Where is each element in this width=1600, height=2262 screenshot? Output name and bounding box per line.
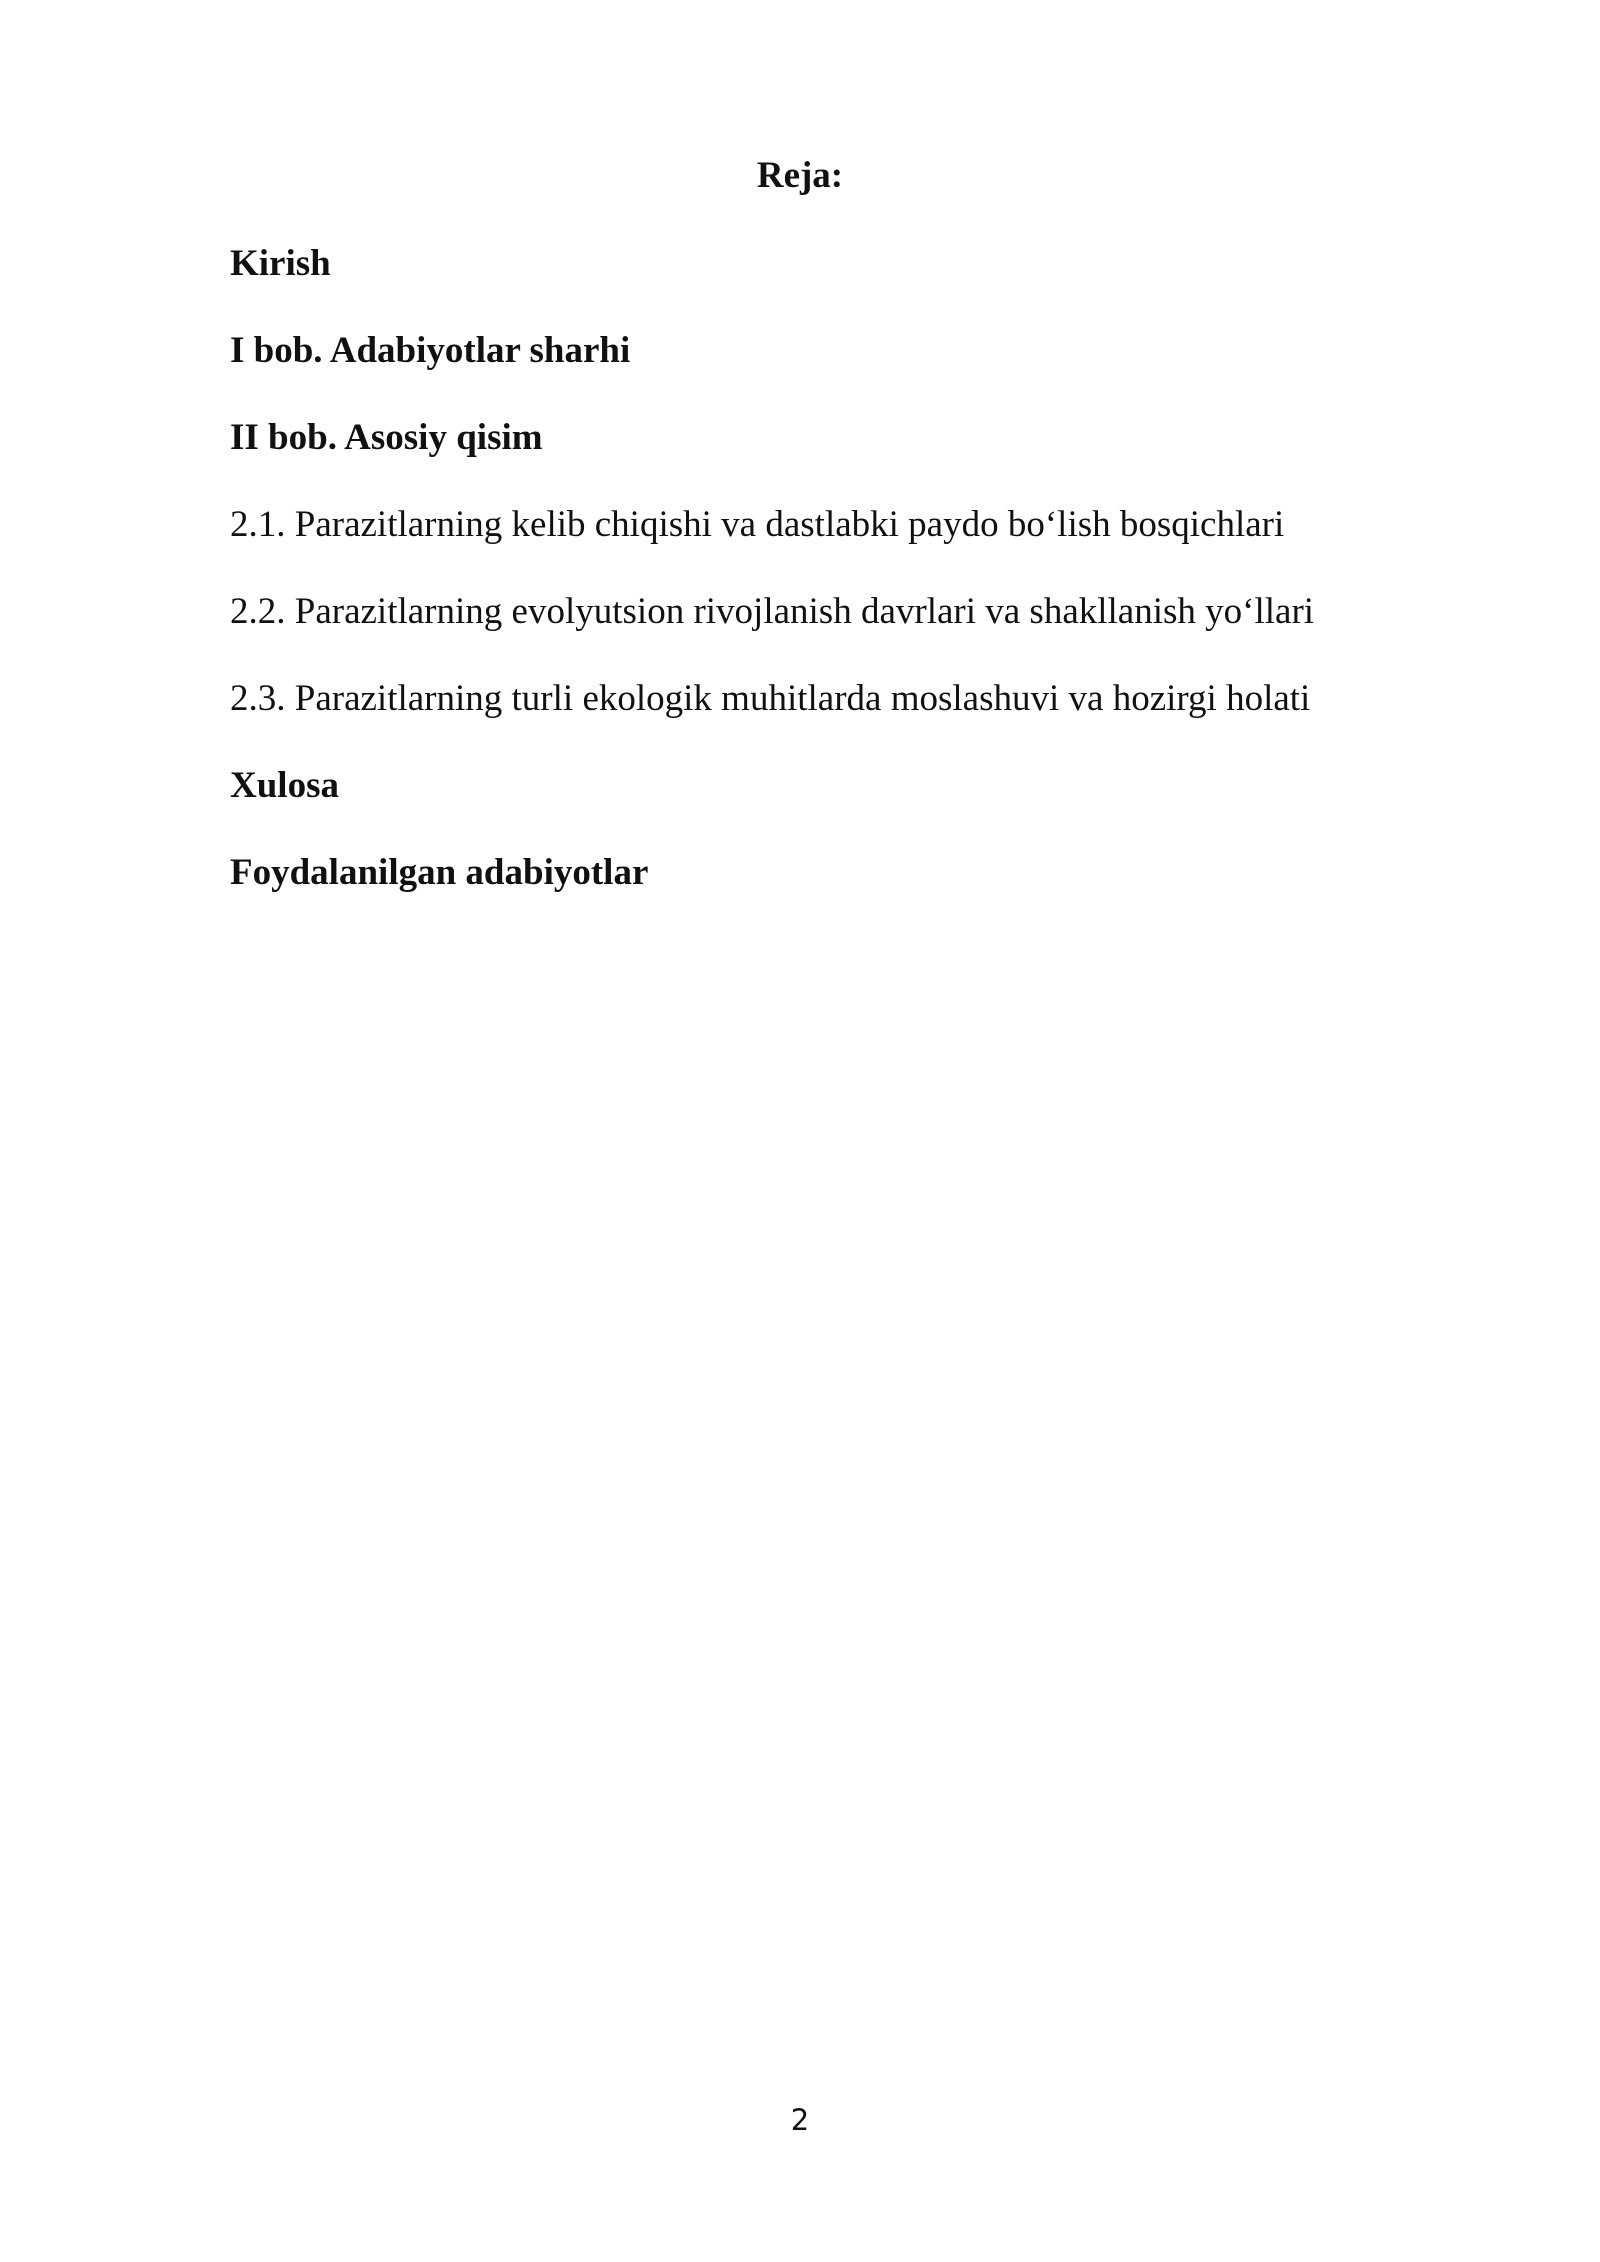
toc-item-references: Foydalanilgan adabiyotlar: [230, 852, 649, 893]
page-number: 2: [790, 2103, 810, 2137]
toc-item-section-2-1: 2.1. Parazitlarning kelib chiqishi va dastlabki paydo bo‘lish bosqichlari: [230, 504, 1285, 545]
toc-item-xulosa: Xulosa: [230, 765, 339, 806]
toc-item-chapter-2: II bob. Asosiy qisim: [230, 417, 543, 458]
toc-item-chapter-1: I bob. Adabiyotlar sharhi: [230, 330, 631, 371]
toc-item-section-2-2: 2.2. Parazitlarning evolyutsion rivojlanish davrlari va shakllanish yo‘llari: [230, 591, 1315, 632]
page-title: Reja:: [756, 155, 844, 196]
table-of-contents: [230, 238, 1430, 934]
toc-item-kirish: Kirish: [230, 243, 331, 284]
toc-item-section-2-3: 2.3. Parazitlarning turli ekologik muhitlarda moslashuvi va hozirgi holati: [230, 678, 1311, 719]
